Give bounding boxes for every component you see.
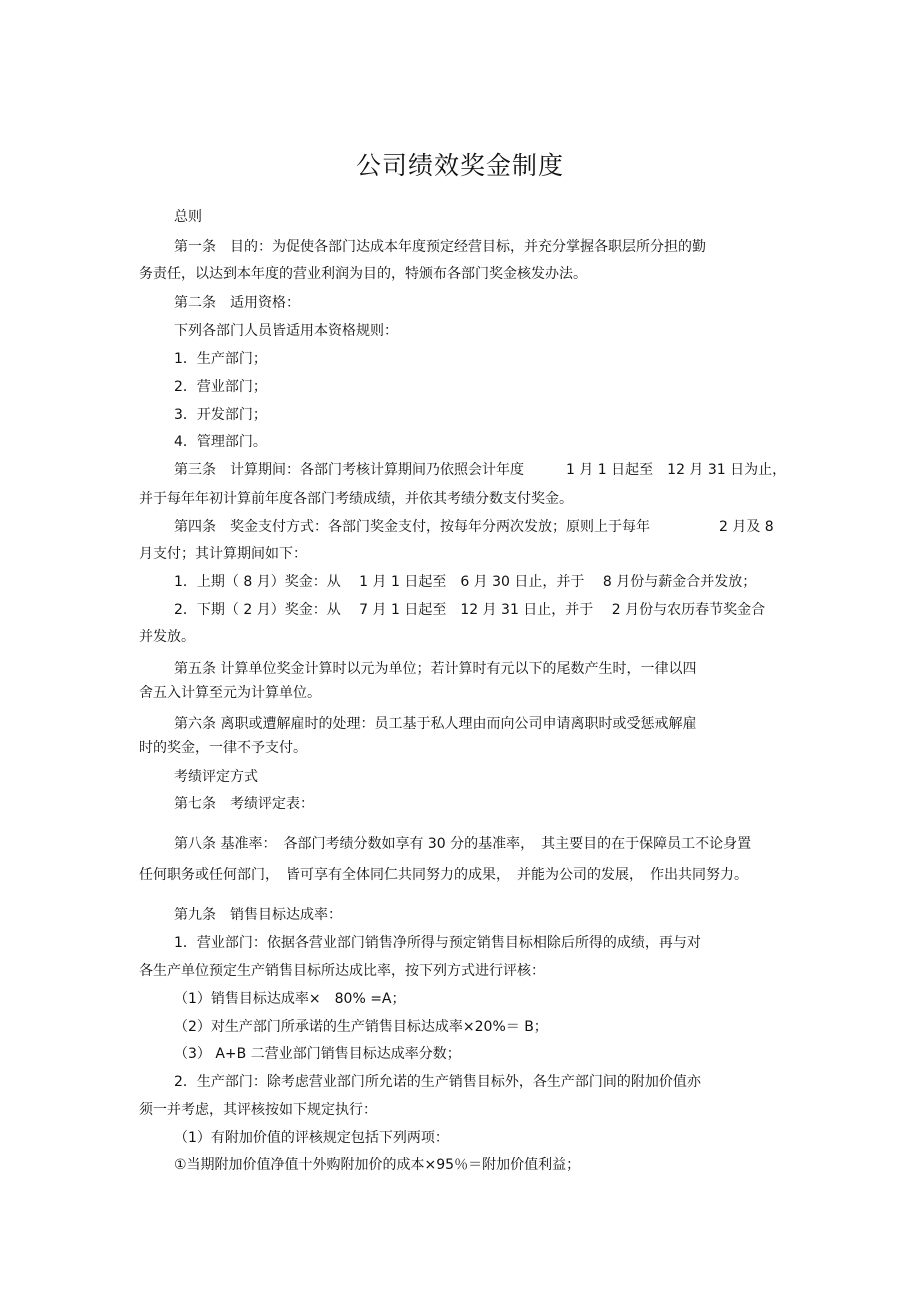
article-8-line-2: 任何职务或任何部门， 皆可享有全体同仁共同努力的成果， 并能为公司的发展， 作出共同努力。 [139,867,748,883]
article-4-period-2: 2．下期（ 2 月）奖金：从 7 月 1 日起至 12 月 31 日止，并于 2 月份与农历春节奖金合 [174,602,766,618]
article-6-line-1: 第六条 离职或遭解雇时的处理：员工基于私人理由而向公司申请离职时或受惩戒解雇 [174,716,697,732]
article-9-point-1a: 1．营业部门：依据各营业部门销售净所得与预定销售目标相除后所得的成绩，再与对 [174,935,701,951]
article-4-period-2-cont: 并发放。 [139,629,195,645]
article-4-line-1a: 第四条 奖金支付方式：各部门奖金支付，按每年分两次发放；原则上于每年 [174,519,650,535]
article-9-heading: 第九条 销售目标达成率： [174,907,342,923]
article-3-line-1b: 1 月 1 日起至 12 月 31 日为止， [566,462,787,478]
section-general: 总则 [174,209,202,225]
article-9-rule-2: ①当期附加价值净值十外购附加价的成本×95％＝附加价值利益； [174,1157,581,1173]
article-2-heading: 第二条 适用资格： [174,295,300,311]
article-7-heading: 第七条 考绩评定表： [174,796,314,812]
article-9-rule-1: （1）有附加价值的评核规定包括下列两项： [174,1130,449,1146]
article-8-line-1: 第八条 基准率： 各部门考绩分数如享有 30 分的基准率， 其主要目的在于保障员工不论身置 [174,836,752,852]
article-5-line-2: 舍五入计算至元为计算单位。 [139,685,321,701]
section-assessment: 考绩评定方式 [174,769,258,785]
article-3-line-1a: 第三条 计算期间：各部门考核计算期间乃依照会计年度 [174,462,524,478]
article-6-line-2: 时的奖金，一律不予支付。 [139,740,307,756]
article-1-line-1: 第一条 目的：为促使各部门达成本年度预定经营目标，并充分掌握各职层所分担的勤 [174,239,706,255]
article-2-item-3: 3．开发部门； [174,407,267,423]
article-9-formula-3: （3） A+B 二营业部门销售目标达成率分数； [174,1046,461,1062]
article-4-line-2: 月支付；其计算期间如下： [139,546,307,562]
article-1-line-2: 务责任，以达到本年度的营业利润为目的，特颁布各部门奖金核发办法。 [139,266,587,282]
article-9-formula-1: （1）销售目标达成率× 80% =A； [174,991,406,1007]
article-9-point-2b: 须一并考虑，其评核按如下规定执行： [139,1102,377,1118]
article-2-item-1: 1．生产部门； [174,351,267,367]
article-2-item-4: 4．管理部门。 [174,434,267,450]
article-9-formula-2: （2）对生产部门所承诺的生产销售目标达成率×20%＝ B； [174,1019,548,1035]
article-4-period-1: 1．上期（ 8 月）奖金：从 1 月 1 日起至 6 月 30 日止，并于 8 月份与薪金合并发放； [174,574,757,590]
article-2-intro: 下列各部门人员皆适用本资格规则： [174,323,398,339]
article-2-item-2: 2．营业部门； [174,379,267,395]
article-9-point-1b: 各生产单位预定生产销售目标所达成比率，按下列方式进行评核： [139,963,545,979]
article-4-line-1b: 2 月及 8 [719,519,774,535]
page-title: 公司绩效奖金制度 [355,151,564,180]
article-9-point-2a: 2．生产部门：除考虑营业部门所允诺的生产销售目标外，各生产部门间的附加价值亦 [174,1074,701,1090]
article-3-line-2: 并于每年年初计算前年度各部门考绩成绩，并依其考绩分数支付奖金。 [139,491,573,507]
article-5-line-1: 第五条 计算单位奖金计算时以元为单位；若计算时有元以下的尾数产生时，一律以四 [174,661,697,677]
